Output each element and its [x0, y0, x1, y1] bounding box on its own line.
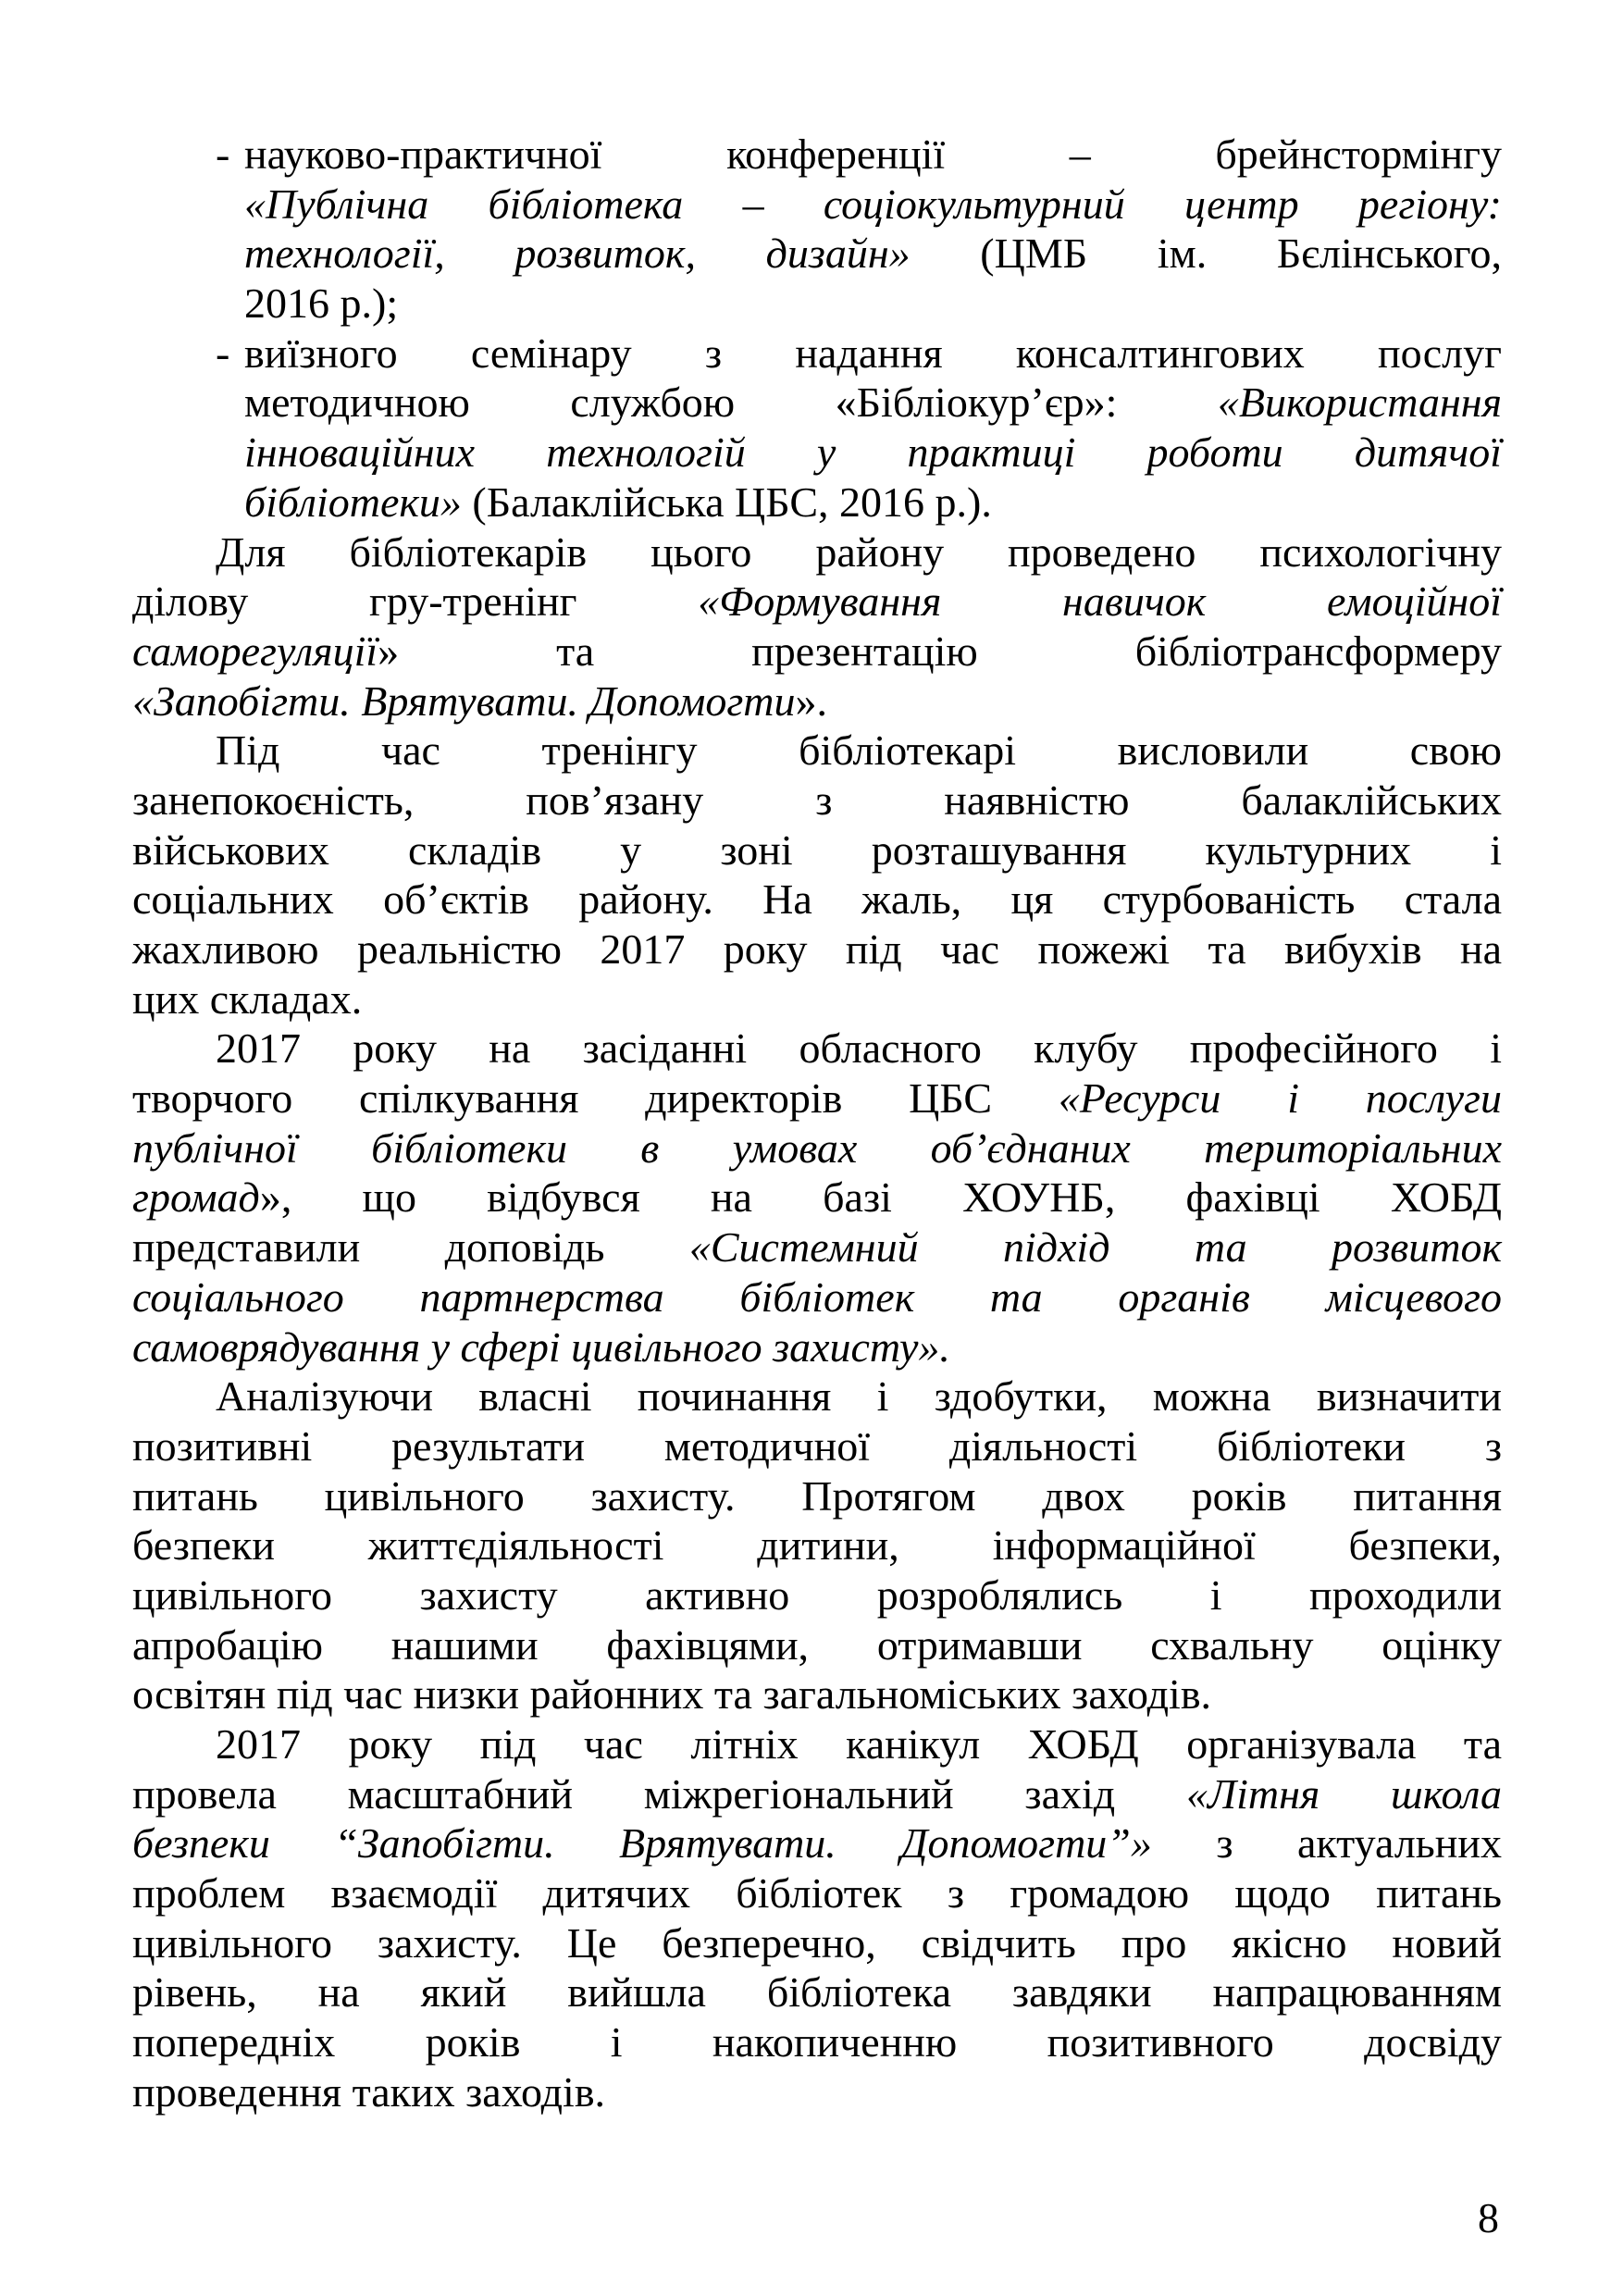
paragraph-first-line [132, 1719, 1502, 1769]
italic-title: громад [132, 1173, 260, 1222]
italic-title: «Літня школа [1185, 1769, 1502, 1818]
italic-title: безпеки “Запобігти. Врятувати. Допомогти”» [132, 1819, 1152, 1868]
text-span: жахливою реальністю 2017 року під час пожежі та вибухів на [132, 925, 1502, 973]
paragraph-first-line [132, 726, 1502, 776]
text-span: методичною службою «Бібліокур’єр»: [244, 379, 1218, 427]
text-span: Аналізуючи власні починання і здобутки, можна визначити [216, 1372, 1502, 1421]
italic-title: технології, розвиток, дизайн» [244, 230, 911, 278]
text-span: Для бібліотекарів цього району проведено психологічну [216, 527, 1502, 576]
text-line [132, 925, 1502, 974]
text-span: проведення таких заходів. [132, 2067, 606, 2116]
body-text [132, 130, 1502, 2117]
text-span: цих складах. [132, 974, 363, 1023]
italic-title: «Ресурси і послуги [1058, 1074, 1502, 1123]
text-span: » та презентацію бібліотрансформеру [378, 627, 1502, 675]
text-line [132, 279, 1502, 329]
italic-title: самоврядування у сфері цивільного захисту». [132, 1322, 950, 1371]
text-line [132, 1520, 1502, 1570]
text-span: попередніх років і накопиченню позитивного досвіду [132, 2018, 1502, 2066]
text-span: освітян під час низки районних та загальноміських заходів. [132, 1670, 1212, 1719]
text-line: конференції [726, 130, 946, 178]
text-line [132, 1967, 1502, 2017]
text-span: апробацію нашими фахівцями, отримавши схвальну оцінку [132, 1620, 1502, 1669]
text-span: (Балаклійська ЦБС, 2016 р.). [461, 478, 992, 526]
italic-title: «Публічна бібліотека – соціокультурний центр регіону: [244, 180, 1502, 228]
text-line [132, 1421, 1502, 1471]
text-line [132, 1272, 1502, 1322]
text-span: Під час тренінгу бібліотекарі висловили свою [216, 726, 1502, 775]
text-line: науково-практичної [244, 130, 602, 178]
text-span: занепокоєність, пов’язану з наявністю балаклійських [132, 776, 1502, 824]
text-line [132, 974, 1502, 1024]
text-line [132, 676, 1502, 726]
bullet-mark: - [216, 130, 230, 178]
text-line [132, 1818, 1502, 1868]
text-span: ділову гру-тренінг [132, 577, 699, 626]
text-span: безпеки життєдіяльності дитини, інформаційної безпеки, [132, 1521, 1502, 1570]
text-line [132, 2067, 1502, 2117]
text-span: 2017 року на засіданні обласного клубу професійного і [216, 1024, 1502, 1073]
italic-title: публічної бібліотеки в умовах об’єднаних територіальних [132, 1123, 1502, 1172]
text-line: – [1069, 130, 1091, 178]
paragraph-first-line [132, 1024, 1502, 1074]
text-line [132, 2017, 1502, 2067]
paragraph-first-line [132, 527, 1502, 577]
text-line [132, 428, 1502, 478]
italic-title: саморегуляції [132, 627, 378, 675]
text-line [132, 229, 1502, 279]
italic-title: «Формування навичок емоційної [698, 577, 1502, 626]
page-number: 8 [1478, 2194, 1499, 2241]
text-line: брейнстормінгу [1215, 130, 1503, 178]
text-line [132, 776, 1502, 825]
italic-title: «Запобігти. Врятувати. Допомогти [132, 676, 796, 725]
bullet-item-conference [132, 130, 1502, 180]
text-line [132, 627, 1502, 676]
text-line [132, 378, 1502, 428]
text-line [132, 1868, 1502, 1918]
text-span: позитивні результати методичної діяльності бібліотеки з [132, 1421, 1502, 1470]
italic-title: соціального партнерства бібліотек та органів місцевого [132, 1272, 1502, 1321]
text-span: з актуальних [1151, 1819, 1502, 1868]
italic-title: бібліотеки» [244, 478, 462, 526]
text-line [132, 1471, 1502, 1521]
text-span: 2017 року під час літніх канікул ХОБД організувала та [216, 1720, 1502, 1768]
italic-title: «Використання [1217, 379, 1502, 427]
text-line [132, 1222, 1502, 1272]
text-span: творчого спілкування директорів ЦБС [132, 1074, 1059, 1123]
text-line [132, 875, 1502, 925]
text-span: ». [795, 676, 828, 725]
text-line [132, 1173, 1502, 1222]
text-line [132, 1669, 1502, 1719]
text-span: виїзного семінару з надання консалтингових послуг [244, 329, 1502, 377]
text-span: цивільного захисту. Це безперечно, свідчить про якісно новий [132, 1918, 1502, 1967]
text-span: рівень, на який вийшла бібліотека завдяки напрацюванням [132, 1968, 1502, 2017]
text-line [132, 1570, 1502, 1620]
text-line [132, 1918, 1502, 1968]
text-span: », що відбувся на базі ХОУНБ, фахівці ХОБД [259, 1173, 1502, 1222]
text-line [132, 825, 1502, 875]
text-line [132, 1123, 1502, 1173]
text-line [132, 180, 1502, 230]
text-line [132, 1769, 1502, 1819]
text-line [132, 1620, 1502, 1670]
italic-title: «Системний підхід та розвиток [688, 1223, 1502, 1272]
text-line [132, 478, 1502, 527]
text-span: провела масштабний міжрегіональний захід [132, 1769, 1186, 1818]
text-span: військових складів у зоні розташування культурних і [132, 825, 1502, 874]
paragraph-first-line [132, 1371, 1502, 1421]
text-span: питань цивільного захисту. Протягом двох років питання [132, 1471, 1502, 1520]
text-span: 2016 р.); [244, 279, 399, 328]
text-line [132, 577, 1502, 627]
bullet-mark: - [216, 329, 230, 377]
text-line [132, 1074, 1502, 1123]
text-span: цивільного захисту активно розроблялись і проходили [132, 1570, 1502, 1619]
text-span: (ЦМБ ім. Бєлінського, [910, 230, 1502, 278]
text-span: представили доповідь [132, 1223, 689, 1272]
italic-title: інноваційних технологій у практиці роботи дитячої [244, 428, 1502, 477]
text-line [132, 1322, 1502, 1372]
text-span: проблем взаємодії дитячих бібліотек з громадою щодо питань [132, 1869, 1502, 1917]
text-span: соціальних об’єктів району. На жаль, ця стурбованість стала [132, 875, 1502, 924]
bullet-item-seminar [132, 329, 1502, 379]
